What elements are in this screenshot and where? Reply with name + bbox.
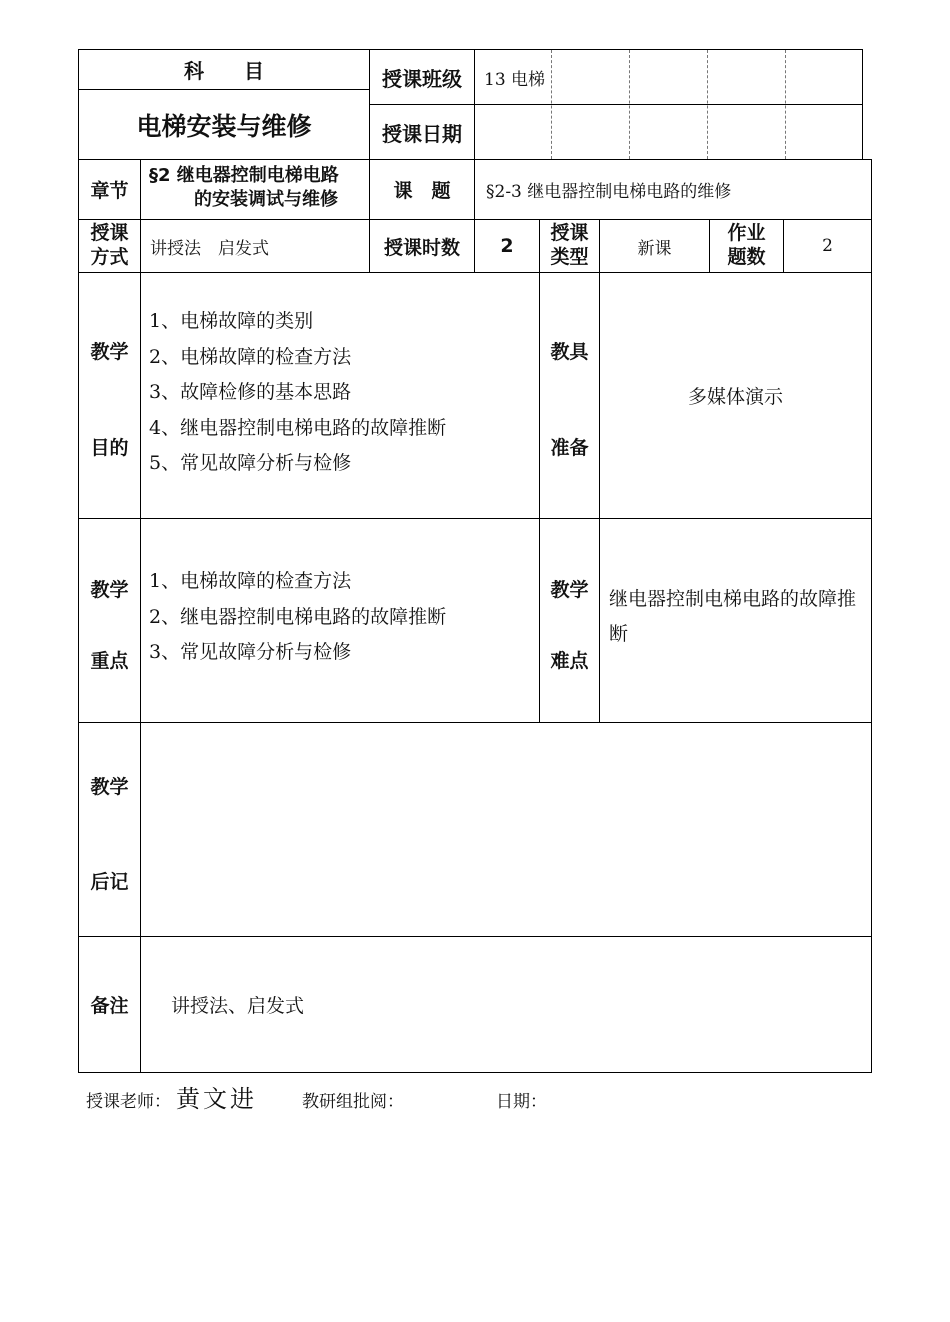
reflection-label: 教学 后记 <box>90 776 129 893</box>
tools-label: 教具 准备 <box>550 341 589 459</box>
list-item: 1、电梯故障的检查方法 <box>149 570 352 592</box>
tools-value: 多媒体演示 <box>687 386 783 408</box>
hours-label: 授课时数 <box>383 236 460 259</box>
list-item: 2、电梯故障的检查方法 <box>149 345 352 368</box>
date-label: 授课日期 <box>382 121 462 146</box>
reflection-value <box>150 735 860 925</box>
objectives-list <box>149 304 534 482</box>
keypoints-label: 教学 重点 <box>90 579 129 672</box>
type-value: 新课 <box>637 238 672 259</box>
chapter-value: §2 继电器控制电梯电路 的安装调试与维修 <box>149 165 339 210</box>
subject-label: 科 目 <box>184 59 264 83</box>
difficulty-label: 教学 难点 <box>550 579 589 672</box>
method-value: 讲授法 启发式 <box>150 238 269 259</box>
class-label: 授课班级 <box>382 66 462 91</box>
list-item: 5、常见故障分析与检修 <box>149 452 352 474</box>
teacher-name: 黄文进 <box>176 1085 257 1113</box>
list-item: 3、常见故障分析与检修 <box>149 641 352 663</box>
remarks-value: 讲授法、启发式 <box>171 995 305 1017</box>
list-item: 2、继电器控制电梯电路的故障推断 <box>149 605 447 628</box>
type-label: 授课 类型 <box>550 222 589 268</box>
difficulty-value: 继电器控制电梯电路的故障推断 <box>609 588 857 645</box>
teacher-label: 授课老师： <box>86 1092 171 1112</box>
list-item: 4、继电器控制电梯电路的故障推断 <box>149 416 447 439</box>
method-label: 授课 方式 <box>90 222 129 268</box>
class-value: 13 电梯 <box>484 69 546 90</box>
topic-label: 课 题 <box>393 180 451 202</box>
list-item: 3、故障检修的基本思路 <box>149 381 352 403</box>
subject-value: 电梯安装与维修 <box>136 111 312 141</box>
keypoints-list <box>149 564 534 671</box>
footer-date-label: 日期： <box>496 1092 547 1112</box>
chapter-label: 章节 <box>90 180 129 202</box>
hours-value: 2 <box>500 235 514 257</box>
footer <box>86 1079 866 1113</box>
review-label: 教研组批阅： <box>302 1092 404 1112</box>
remarks-label: 备注 <box>90 995 129 1017</box>
objectives-label: 教学 目的 <box>90 341 129 459</box>
list-item: 1、电梯故障的类别 <box>149 310 314 332</box>
homework-value: 2 <box>822 236 833 256</box>
homework-label: 作业 题数 <box>727 222 766 268</box>
date-value <box>484 105 854 159</box>
topic-value: §2-3 继电器控制电梯电路的维修 <box>486 182 732 202</box>
